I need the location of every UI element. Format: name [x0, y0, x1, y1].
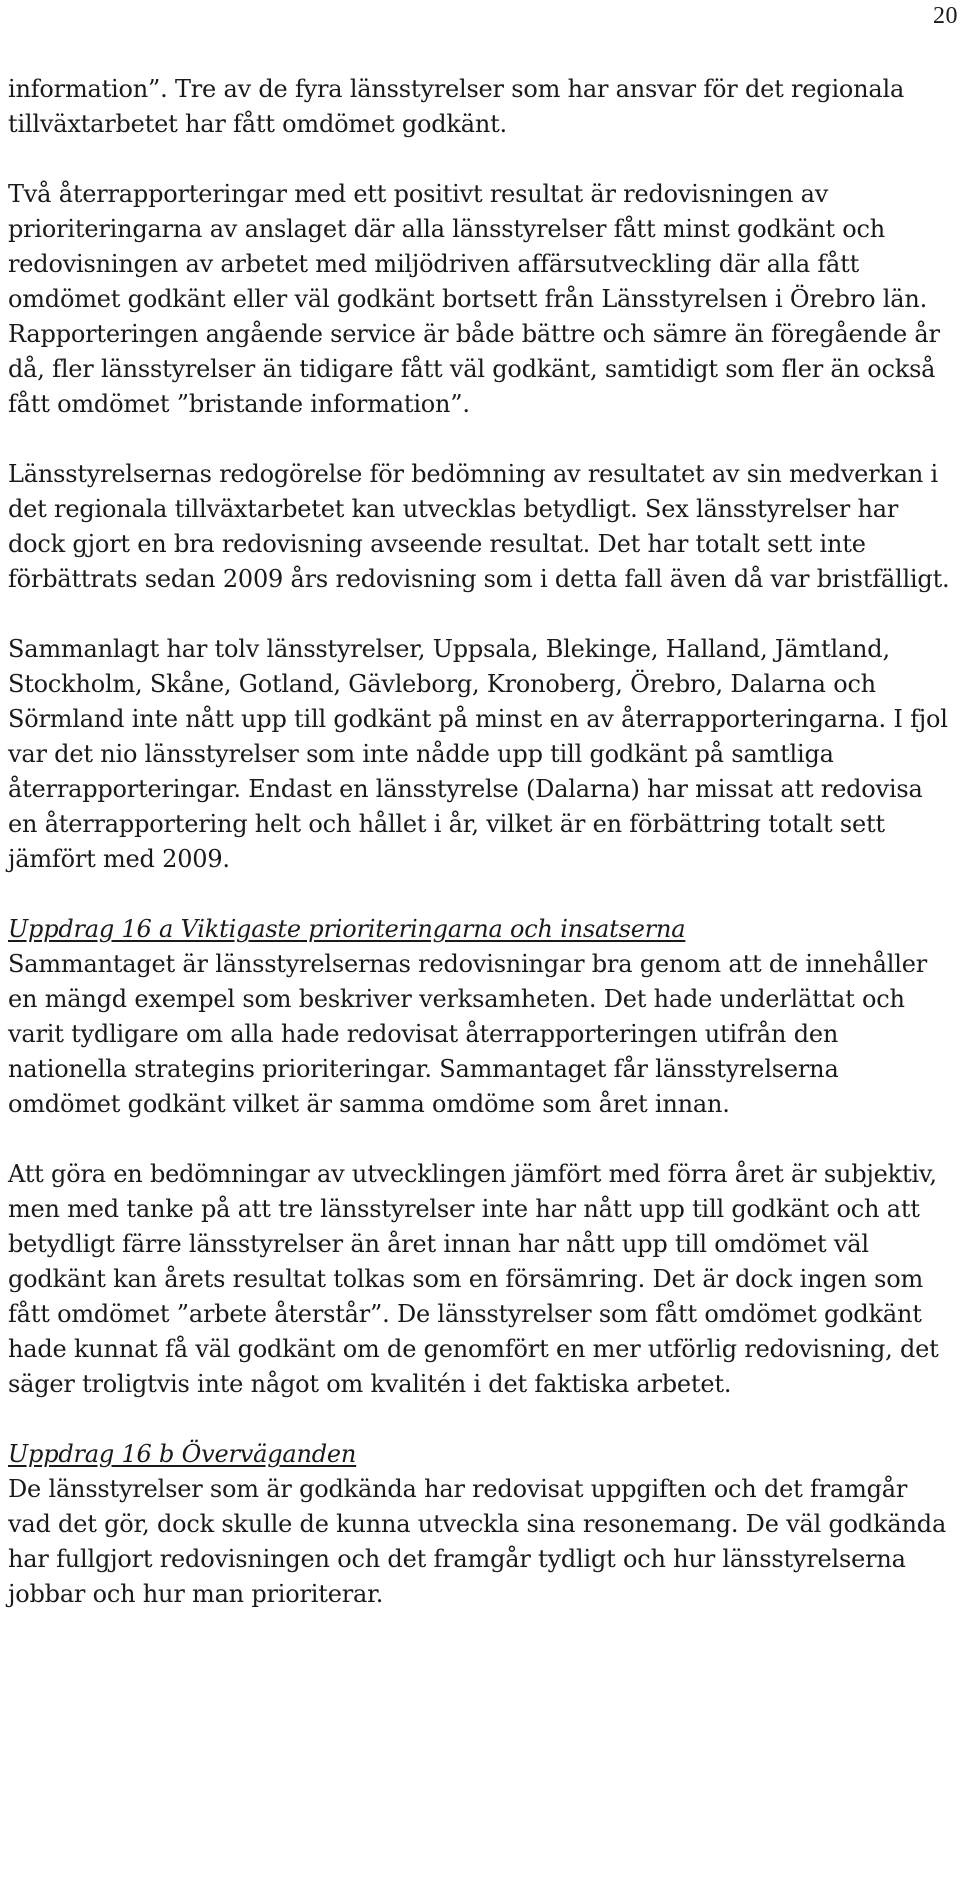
paragraph-6: Att göra en bedömningar av utvecklingen jämfört med förra året är subjektiv, men med tanke på att tre länsstyrelser inte har nått upp till godkänt och att betydligt färre länsstyrelser än året innan har nått upp till omdömet väl godkänt kan årets resultat tolkas som en försämring. Det är dock ingen som fått omdömet ”arbete återstår”. De länsstyrelser som fått omdömet godkänt hade kunnat få väl godkänt om de genomfört en mer utförlig redovisning, det säger troligtvis inte något om kvalitén i det faktiska arbetet. [8, 1160, 939, 1398]
page-number: 20 [933, 3, 958, 29]
section-heading-16a: Uppdrag 16 a Viktigaste prioriteringarna och insatserna [8, 915, 686, 943]
paragraph-1: information”. Tre av de fyra länsstyrelser som har ansvar för det regionala tillväxtarbetet har fått omdömet godkänt. [8, 75, 905, 138]
section-heading-16b: Uppdrag 16 b Överväganden [8, 1440, 357, 1468]
paragraph-3: Länsstyrelsernas redogörelse för bedömning av resultatet av sin medverkan i det regionala tillväxtarbetet kan utvecklas betydligt. Sex länsstyrelser har dock gjort en bra redovisning avseende resultat. Det har totalt sett inte förbättrats sedan 2009 års redovisning som i detta fall även då var bristfälligt. [8, 460, 950, 593]
section-16b [8, 1437, 956, 1612]
paragraph-5: Sammantaget är länsstyrelsernas redovisningar bra genom att de innehåller en mängd exempel som beskriver verksamheten. Det hade underlättat och varit tydligare om alla hade redovisat återrapporteringen utifrån den nationella strategins prioriteringar. Sammantaget får länsstyrelserna omdömet godkänt vilket är samma omdöme som året innan. [8, 950, 928, 1118]
paragraph-2: Två återrapporteringar med ett positivt resultat är redovisningen av prioriteringarna av anslaget där alla länsstyrelser fått minst godkänt och redovisningen av arbetet med miljödriven affärsutveckling där alla fått omdömet godkänt eller väl godkänt bortsett från Länsstyrelsen i Örebro län. Rapporteringen angående service är både bättre och sämre än föregående år då, fler länsstyrelser än tidigare fått väl godkänt, samtidigt som fler än också fått omdömet ”bristande information”. [8, 180, 940, 418]
section-16a [8, 912, 956, 1122]
paragraph-7: De länsstyrelser som är godkända har redovisat uppgiften och det framgår vad det gör, dock skulle de kunna utveckla sina resonemang. De väl godkända har fullgjort redovisningen och det framgår tydligt och hur länsstyrelserna jobbar och hur man prioriterar. [8, 1475, 947, 1608]
document-body [8, 72, 956, 1612]
paragraph-4: Sammanlagt har tolv länsstyrelser, Uppsala, Blekinge, Halland, Jämtland, Stockholm, Skåne, Gotland, Gävleborg, Kronoberg, Örebro, Dalarna och Sörmland inte nått upp till godkänt på minst en av återrapporteringarna. I fjol var det nio länsstyrelser som inte nådde upp till godkänt på samtliga återrapporteringar. Endast en länsstyrelse (Dalarna) har missat att redovisa en återrapportering helt och hållet i år, vilket är en förbättring totalt sett jämfört med 2009. [8, 635, 948, 873]
